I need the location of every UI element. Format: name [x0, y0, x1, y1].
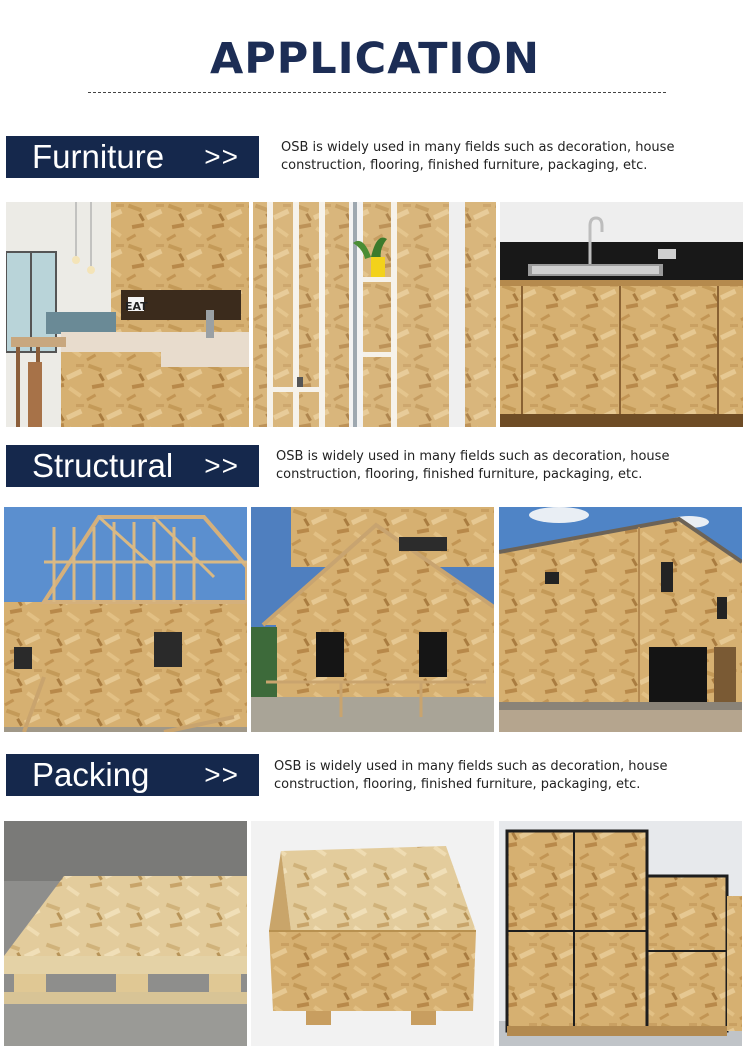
osb-crates-photo	[499, 821, 742, 1046]
double-chevron-icon: >>	[204, 141, 239, 172]
double-chevron-icon: >>	[204, 450, 239, 481]
shelving-partition-photo	[253, 202, 496, 427]
kitchen-island-photo	[6, 202, 249, 427]
section-label-furniture	[6, 136, 259, 178]
osb-box-photo	[251, 821, 494, 1046]
section-description-structural: OSB is widely used in many fields such as decoration, house construction, flooring, finished furniture, packaging, etc.	[276, 449, 670, 482]
sink-cabinet-photo	[500, 202, 743, 427]
title-divider	[88, 92, 666, 93]
gable-house-photo	[251, 507, 494, 732]
section-label-packing	[6, 754, 259, 796]
section-label-text: Packing	[32, 756, 150, 793]
page-title: APPLICATION	[209, 34, 541, 84]
section-label-text: Furniture	[32, 138, 165, 175]
section-label-text: Structural	[32, 447, 174, 484]
section-description-packing: OSB is widely used in many fields such as decoration, house construction, flooring, finished furniture, packaging, etc.	[274, 759, 668, 792]
osb-pallet-photo	[4, 821, 247, 1046]
two-story-house-photo	[499, 507, 742, 732]
section-description-furniture: OSB is widely used in many fields such as decoration, house construction, flooring, finished furniture, packaging, etc.	[281, 140, 675, 173]
section-label-structural	[6, 445, 259, 487]
house-frame-photo	[4, 507, 247, 732]
eat-sign: EAT	[125, 300, 148, 313]
double-chevron-icon: >>	[204, 759, 239, 790]
